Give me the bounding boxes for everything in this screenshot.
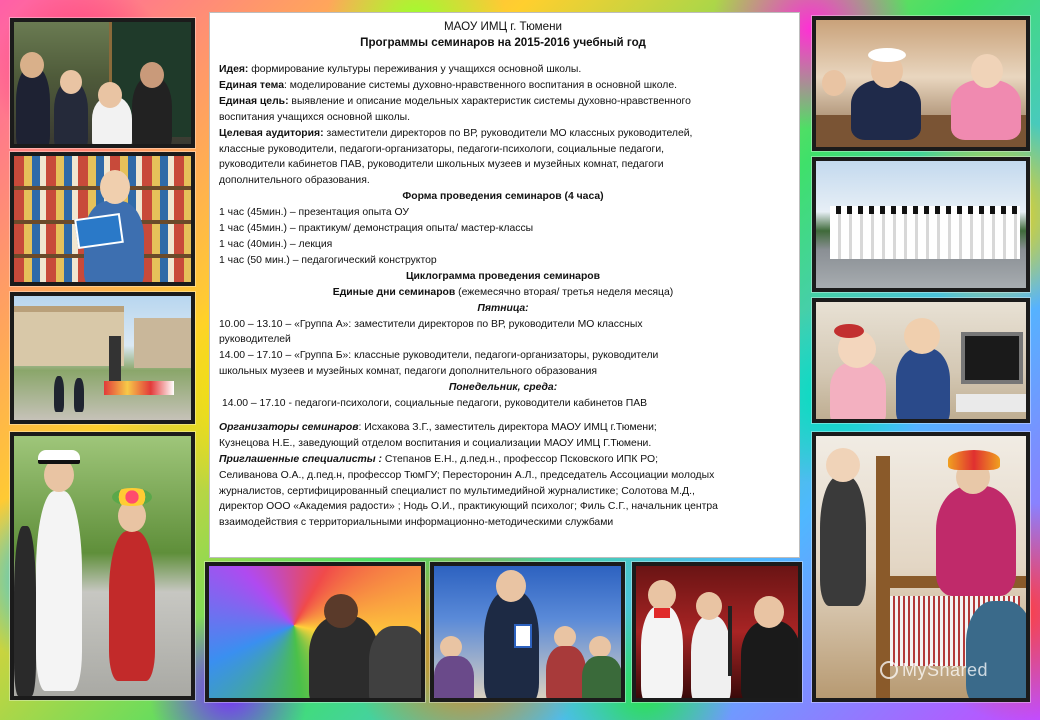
organizers-line bbox=[219, 420, 787, 436]
organizers-text-1: : Исхакова З.Г., заместитель директора МАОУ ИМЦ г.Тюмени; bbox=[358, 421, 657, 433]
invited-label: Приглашенные специалисты : bbox=[219, 453, 382, 465]
watermark bbox=[880, 660, 988, 681]
photo-library-boy bbox=[10, 152, 195, 286]
photo-children-choir bbox=[632, 562, 802, 702]
theme-line bbox=[219, 78, 787, 94]
invited-line-3: журналистов, сертифицированный специалист по мультимедийной журналистике; Солотова М.Д., bbox=[219, 485, 695, 497]
photo-city-square bbox=[10, 292, 195, 424]
photo-parade-cadets bbox=[812, 157, 1030, 292]
audience-line bbox=[219, 126, 787, 142]
photo-cadet-and-girl bbox=[10, 432, 195, 700]
seminar-days-label: Единые дни семинаров bbox=[332, 286, 456, 298]
format-item: 1 час (45мин.) – практикум/ демонстрация опыта/ мастер-классы bbox=[219, 223, 534, 235]
invited-line-2: Селиванова О.А., д.пед.н, профессор ТюмГУ; Пересторонин А.Л., председатель Ассоциации молодых bbox=[219, 469, 715, 481]
audience-label: Целевая аудитория: bbox=[219, 127, 324, 139]
document-title: Программы семинаров на 2015-2016 учебный год bbox=[360, 36, 646, 49]
seminar-program-panel bbox=[209, 12, 800, 558]
theme-label: Единая тема bbox=[219, 79, 284, 91]
audience-line-2: классные руководители, педагоги-организаторы, педагоги-психологи, социальные педагоги, bbox=[219, 143, 665, 155]
theme-text: : моделирование системы духовно-нравственного воспитания в основной школе. bbox=[283, 79, 677, 91]
goal-line bbox=[219, 94, 787, 110]
friday-label: Пятница: bbox=[477, 302, 529, 314]
photo-kids-computer bbox=[812, 298, 1030, 423]
photo-girls-at-desks bbox=[812, 16, 1030, 151]
watermark-logo-icon bbox=[880, 661, 898, 679]
organizers-line-2: Кузнецова Н.Е., заведующий отделом воспитания и социализации МАОУ ИМЦ Г.Тюмени. bbox=[219, 437, 652, 449]
photo-graffiti-wall bbox=[205, 562, 425, 702]
mon-wed-text: 14.00 – 17.10 - педагоги-психологи, социальные педагоги, руководители кабинетов ПАВ bbox=[222, 398, 648, 410]
format-item: 1 час (40мин.) – лекция bbox=[219, 238, 333, 250]
seminar-days-line bbox=[219, 285, 787, 301]
schedule-heading: Циклограмма проведения семинаров bbox=[405, 270, 601, 282]
invited-line-4: директор ООО «Академия радости» ; Нодь О.И., практикующий психолог; Филь С.Г., начальник центра bbox=[219, 501, 718, 513]
invited-text-1: Степанов Е.Н., д.пед.н., профессор Псковского ИПК РО; bbox=[381, 453, 658, 465]
format-heading: Форма проведения семинаров (4 часа) bbox=[402, 191, 604, 203]
watermark-text: MyShared bbox=[902, 660, 989, 680]
group-a-line-1: 10.00 – 13.10 – «Группа А»: заместители директоров по ВР, руководители МО классных bbox=[219, 318, 643, 330]
invited-line-5: взаимодействия с территориальными информационно-методическими службами bbox=[219, 517, 614, 529]
format-item: 1 час (45мин.) – презентация опыта ОУ bbox=[219, 207, 409, 219]
group-a-line-2: руководителей bbox=[219, 334, 291, 346]
invited-line bbox=[219, 452, 787, 468]
format-item: 1 час (50 мин.) – педагогический конструктор bbox=[219, 254, 437, 266]
group-b-line-1: 14.00 – 17.10 – «Группа Б»: классные руководители, педагоги-организаторы, руководители bbox=[219, 350, 659, 362]
idea-label: Идея: bbox=[219, 64, 249, 75]
audience-text-1: заместители директоров по ВР, руководители МО классных руководителей, bbox=[323, 127, 693, 139]
goal-label: Единая цель: bbox=[219, 95, 289, 107]
idea-text: формирование культуры переживания у учащихся основной школы. bbox=[248, 64, 582, 75]
organizers-label: Организаторы семинаров bbox=[219, 421, 359, 433]
photo-police-officer-kids bbox=[430, 562, 625, 702]
group-b-line-2: школьных музеев и музейных комнат, педагоги дополнительного образования bbox=[219, 366, 598, 378]
audience-line-3: руководители кабинетов ПАВ, руководители школьных музеев и музейных комнат, педагоги bbox=[219, 159, 664, 171]
mon-wed-label: Понедельник, среда: bbox=[448, 382, 558, 394]
goal-text-1: выявление и описание модельных характеристик системы духовно-нравственного bbox=[288, 95, 691, 107]
audience-line-4: дополнительного образования. bbox=[219, 175, 370, 187]
idea-line bbox=[219, 62, 787, 78]
goal-line-2: воспитания учащихся основной школы. bbox=[219, 111, 410, 123]
org-name: МАОУ ИМЦ г. Тюмени bbox=[444, 20, 562, 33]
photo-classroom-board bbox=[10, 18, 195, 148]
seminar-days-text: (ежемесячно вторая/ третья неделя месяца) bbox=[455, 286, 674, 298]
